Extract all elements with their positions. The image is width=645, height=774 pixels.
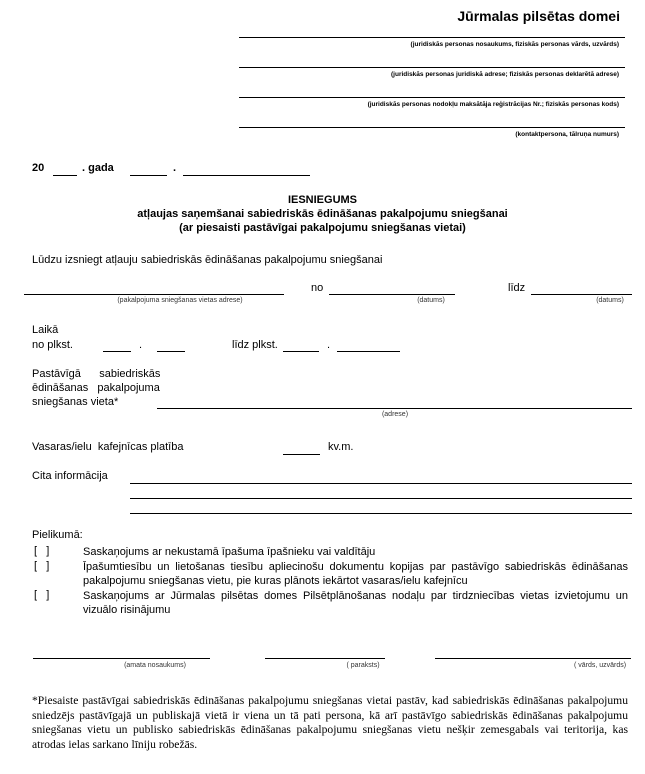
attachment-text-3: Saskaņojums ar Jūrmalas pilsētas domes Pilsētplānošanas nodaļu par tirdzniecības vietas izvietojumu un vizuālo risinājumu [83, 590, 628, 616]
time-to-hours-field[interactable] [283, 351, 319, 352]
contact-line[interactable] [239, 127, 625, 128]
request-text: Lūdzu izsniegt atļauju sabiedriskās ēdināšanas pakalpojumu sniegšanai [32, 254, 383, 266]
other-info-line-1[interactable] [130, 483, 632, 484]
full-name-caption: ( vārds, uzvārds) [573, 662, 627, 669]
applicant-name-caption: (juridiskās personas nosaukums, fiziskās personas vārds, uzvārds) [410, 41, 619, 48]
attachment-checkbox-2[interactable]: [ ] [34, 560, 50, 572]
other-info-line-3[interactable] [130, 513, 632, 514]
attachment-checkbox-3[interactable]: [ ] [34, 589, 50, 601]
location-label-line2: ēdināšanas pakalpojuma [32, 382, 160, 394]
until-label: līdz [508, 282, 526, 294]
date-gada-label: . gada [82, 162, 114, 174]
time-from-minutes-field[interactable] [157, 351, 185, 352]
area-label: Vasaras/ielu kafejnīcas platība [32, 441, 184, 453]
applicant-address-caption: (juridiskās personas juridiskā adrese; fiziskās personas deklarētā adrese) [391, 71, 619, 78]
date-month-field[interactable] [183, 175, 310, 176]
time-from-hours-field[interactable] [103, 351, 131, 352]
start-date-field[interactable] [329, 294, 455, 295]
time-label: Laikā [32, 324, 59, 336]
date-year-prefix: 20 [32, 162, 45, 174]
applicant-code-line[interactable] [239, 97, 625, 98]
signature-caption: ( paraksts) [346, 662, 380, 669]
footnote: *Piesaiste pastāvīgai sabiedriskās ēdināšanas pakalpojumu sniegšanas vietai pastāv, kad sabiedriskās ēdināšanas pakalpojumu sniedzējs pastāvīgajā un publiskajā vietā ir viena un tā pati persona, kā arī pastāvīgo sabiedriskās ēdināšanas pakalpojumu sniegšanas vietu un publisko sabiedriskās ēdināšanas pakalpojumu sniegšanas vietu nešķir zemesgabals vai teritorija, kas atrodas ielas sarkano līniju robežās. [32, 694, 628, 751]
time-from-dot: . [139, 339, 143, 351]
location-label-line1: Pastāvīgā sabiedriskās [32, 368, 161, 380]
attachments-title: Pielikumā: [32, 529, 83, 541]
applicant-address-line[interactable] [239, 67, 625, 68]
area-unit: kv.m. [328, 441, 354, 453]
position-field[interactable] [33, 658, 210, 659]
attachment-checkbox-1[interactable]: [ ] [34, 545, 50, 557]
other-info-label: Cita informācija [32, 470, 108, 482]
applicant-code-caption: (juridiskās personas nodokļu maksātāja reģistrācijas Nr.; fiziskās personas kods) [367, 101, 619, 108]
date-year-field[interactable] [53, 175, 77, 176]
start-date-caption: (datums) [417, 297, 445, 304]
full-name-field[interactable] [435, 658, 631, 659]
applicant-name-line[interactable] [239, 37, 625, 38]
other-info-line-2[interactable] [130, 498, 632, 499]
service-address-caption: (pakalpojuma sniegšanas vietas adrese) [117, 297, 243, 304]
document-title: IESNIEGUMS [287, 194, 358, 206]
attachment-text-1: Saskaņojums ar nekustamā īpašuma īpašnieku vai valdītāju [83, 546, 376, 558]
signature-field[interactable] [265, 658, 385, 659]
service-address-field[interactable] [24, 294, 284, 295]
location-address-field[interactable] [157, 408, 632, 409]
location-address-caption: (adrese) [381, 411, 409, 418]
document-subtitle-note: (ar piesaisti pastāvīgai pakalpojumu sniegšanas vietai) [179, 222, 466, 234]
time-from-label: no plkst. [32, 339, 73, 351]
location-label-line3: sniegšanas vieta* [32, 396, 119, 408]
from-label: no [311, 282, 324, 294]
date-day-field[interactable] [130, 175, 167, 176]
recipient-title: Jūrmalas pilsētas domei [457, 8, 620, 24]
end-date-caption: (datums) [596, 297, 624, 304]
time-to-minutes-field[interactable] [337, 351, 400, 352]
time-to-dot: . [327, 339, 331, 351]
area-field[interactable] [283, 454, 320, 455]
end-date-field[interactable] [531, 294, 632, 295]
time-to-label: līdz plkst. [232, 339, 278, 351]
date-dot: . [173, 162, 177, 174]
contact-caption: (kontaktpersona, tālruņa numurs) [515, 131, 619, 138]
document-subtitle: atļaujas saņemšanai sabiedriskās ēdināšanas pakalpojumu sniegšanai [137, 208, 508, 220]
attachment-text-2: Īpašumtiesību un lietošanas tiesību apliecinošu dokumentu kopijas par pastāvīgo sabiedriskās ēdināšanas pakalpojumu sniegšanas vietu, pie kuras plānots iekārtot vasaras/ielu kafejnīcu [83, 561, 628, 587]
position-caption: (amata nosaukums) [124, 662, 186, 669]
